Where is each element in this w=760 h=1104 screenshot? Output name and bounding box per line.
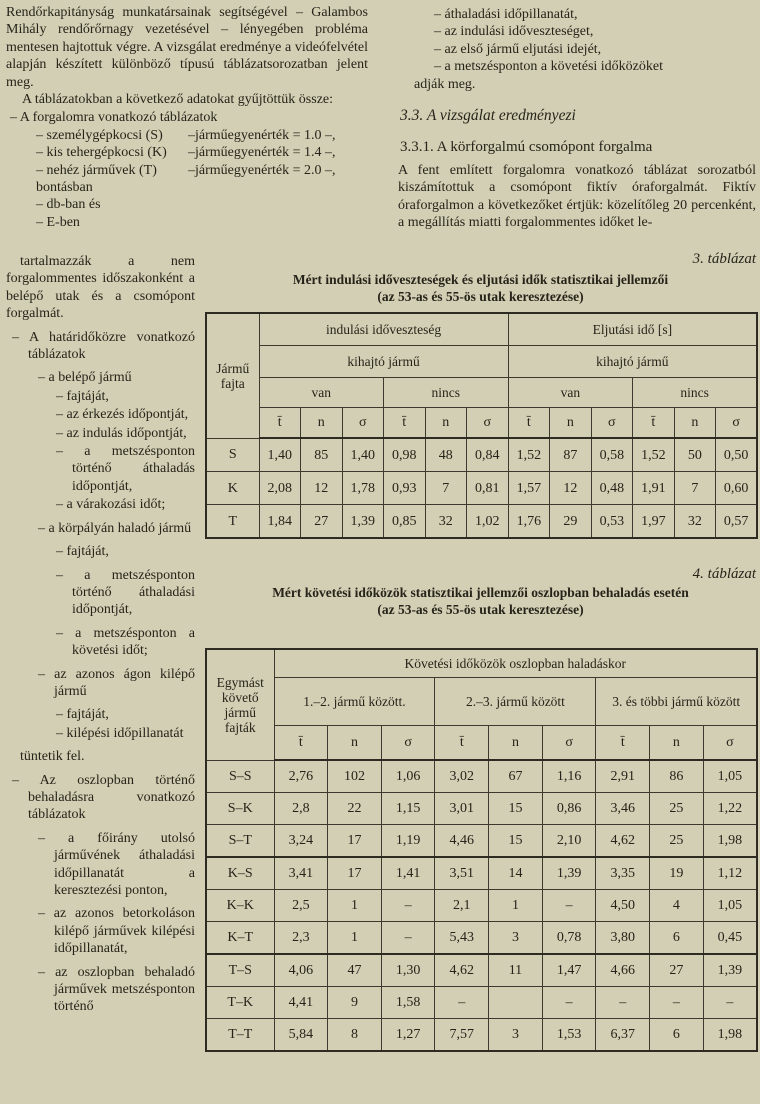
list-item: – A forgalomra vonatkozó táblázatok [10, 110, 218, 126]
table-cell: 3 [489, 1019, 543, 1052]
table-cell: 1,40 [259, 438, 301, 472]
table-cell: 7 [674, 472, 716, 505]
table-cell: 17 [328, 857, 382, 890]
list-item: tartalmazzák a nem forgalommentes időszakonként a belépő utak és a csomópont forgalmát. [6, 254, 195, 322]
table-cell: – [381, 890, 435, 922]
table-cell: 1 [489, 890, 543, 922]
column-header: Jármű fajta [206, 313, 259, 438]
table-cell: 14 [489, 857, 543, 890]
table-3-title-line1: Mért indulási időveszteségek és eljutási idők statisztikai jellemzői [292, 272, 669, 287]
table-cell: 3,02 [435, 760, 489, 793]
table-cell: 1,05 [703, 760, 757, 793]
vehicle-equivalence-list [6, 127, 368, 179]
table-cell: 1,05 [703, 890, 757, 922]
table-cell: 1,52 [633, 438, 675, 472]
table-cell: 0,58 [591, 438, 633, 472]
table-cell: 0,48 [591, 472, 633, 505]
table-4-title-line1: Mért követési időközök statisztikai jellemzői oszlopban behaladás esetén [272, 585, 689, 600]
table-cell: 4,66 [596, 954, 650, 987]
table-cell: 1,39 [703, 954, 757, 987]
detail-list [6, 252, 195, 1016]
list-item: – a metszésponton történő áthaladás időpontját, [56, 444, 195, 494]
table-cell: 2,91 [596, 760, 650, 793]
list-item: – az érkezés időpontját, [56, 407, 189, 423]
column-header: n [425, 408, 467, 439]
column-header: t̄ [596, 726, 650, 761]
vehicle-type-label: – személygépkocsi (S) [36, 127, 163, 143]
table-cell: 7 [425, 472, 467, 505]
list-item: – az azonos betorkoláson kilépő járművek kilépési időpillanatát, [38, 906, 195, 957]
table-cell: 2,1 [435, 890, 489, 922]
subsection-heading: 3.3.1. A körforgalmú csomópont forgalma [400, 139, 653, 156]
table-cell: 15 [489, 793, 543, 825]
column-header: t̄ [259, 408, 301, 439]
column-header: σ [591, 408, 633, 439]
row-label: K [206, 472, 259, 505]
list-item: – kilépési időpillanatát [56, 725, 184, 741]
table-cell: – [596, 987, 650, 1019]
list-item [6, 144, 368, 161]
table-cell: 4,62 [596, 825, 650, 858]
table-cell: 27 [650, 954, 704, 987]
row-label: T [206, 505, 259, 539]
list-item: – fajtáját, [56, 707, 109, 723]
table-row [206, 505, 757, 539]
list-item: – E-ben [36, 214, 80, 230]
table-cell: 2,8 [274, 793, 328, 825]
table-cell: 1,57 [508, 472, 550, 505]
column-header: Egymást követő jármű fajták [206, 649, 274, 760]
table-cell: 1 [328, 890, 382, 922]
table-row [206, 1019, 757, 1052]
column-header: σ [467, 408, 509, 439]
table-row [206, 987, 757, 1019]
table-cell [489, 987, 543, 1019]
column-header: van [508, 378, 633, 408]
table-cell: 7,57 [435, 1019, 489, 1052]
row-label: T–K [206, 987, 274, 1019]
column-header: σ [703, 726, 757, 761]
table-cell: 3,01 [435, 793, 489, 825]
paragraph: Rendőrkapitányság munkatársainak segítségével – Galambos Mihály rendőrőrnagy vezetésével – lényegében probléma mentesen hajtottuk végre. A vizsgálat eredménye a videófelvétel alapján készített különböző típusú táblázatsorozatban jelent meg. [6, 5, 368, 90]
list-item: – a körpályán haladó jármű [38, 520, 192, 536]
table-cell: 1,52 [508, 438, 550, 472]
column-header: nincs [384, 378, 509, 408]
column-header: t̄ [384, 408, 426, 439]
table-cell: 4,46 [435, 825, 489, 858]
table-cell: – [381, 922, 435, 955]
table-4-caption: 4. táblázat [692, 566, 756, 582]
column-header: Eljutási idő [s] [508, 313, 757, 346]
table-3 [205, 312, 758, 539]
table-cell: 102 [328, 760, 382, 793]
table-cell: 19 [650, 857, 704, 890]
paragraph: A fent említett forgalomra vonatkozó táblázat sorozatból kiszámítottuk a csomópont fiktív óraforgalmát. Fiktív óraforgalmon a következőket értjük: közelítőleg 20 percenként, a megállítás miatti forgalommentes időket le- [398, 162, 756, 231]
header-row [206, 346, 757, 378]
table-cell: 6,37 [596, 1019, 650, 1052]
table-cell: 4,41 [274, 987, 328, 1019]
table-cell: 3 [489, 922, 543, 955]
table-cell: 1,98 [703, 1019, 757, 1052]
table-row [206, 922, 757, 955]
row-label: S–T [206, 825, 274, 858]
table-cell: 4,06 [274, 954, 328, 987]
column-header: van [259, 378, 384, 408]
table-cell: 3,24 [274, 825, 328, 858]
table-cell: 22 [328, 793, 382, 825]
table-cell: 6 [650, 922, 704, 955]
table-cell: 32 [425, 505, 467, 539]
column-header: t̄ [508, 408, 550, 439]
table-cell: 1,98 [703, 825, 757, 858]
list-item: bontásban [36, 180, 93, 196]
list-item: – db-ban és [36, 197, 101, 213]
header-row [206, 678, 757, 726]
table-4 [205, 648, 758, 1052]
list-closing: adják meg. [414, 76, 476, 92]
table-cell: 1,84 [259, 505, 301, 539]
table-cell: 4 [650, 890, 704, 922]
table-cell: 1,97 [633, 505, 675, 539]
table-cell: – [650, 987, 704, 1019]
vehicle-type-label: – nehéz járművek (T) [36, 162, 157, 178]
table-row [206, 890, 757, 922]
header-row [206, 726, 757, 761]
row-label: S–S [206, 760, 274, 793]
table-cell: 1,78 [342, 472, 384, 505]
table-3-title [205, 272, 756, 305]
table-cell: 8 [328, 1019, 382, 1052]
table-4-title-line2: (az 53-as és 55-ös utak keresztezése) [377, 601, 584, 617]
table-cell: 25 [650, 825, 704, 858]
table-row [206, 760, 757, 793]
row-label: S [206, 438, 259, 472]
table-cell: 0,93 [384, 472, 426, 505]
header-row [206, 649, 757, 678]
column-header: σ [342, 408, 384, 439]
table-cell: 50 [674, 438, 716, 472]
column-header: n [550, 408, 592, 439]
list-item: – a főirány utolsó járművének áthaladási időpillanatát a keresztezési ponton, [38, 830, 195, 898]
list-item: – az oszlopban behaladó járművek metszésponton történő [38, 964, 195, 1015]
right-column-top [398, 6, 756, 231]
row-label: T–S [206, 954, 274, 987]
table-cell: 17 [328, 825, 382, 858]
column-header: kihajtó jármű [508, 346, 757, 378]
table-row [206, 954, 757, 987]
column-header: kihajtó jármű [259, 346, 508, 378]
table-cell: 4,50 [596, 890, 650, 922]
header-row [206, 378, 757, 408]
table-cell: 0,98 [384, 438, 426, 472]
table-cell: 2,10 [542, 825, 596, 858]
list-item: – Az oszlopban történő behaladásra vonatkozó táblázatok [12, 772, 195, 823]
table-cell: 0,50 [716, 438, 758, 472]
table-cell: 27 [301, 505, 343, 539]
table-cell: 1,58 [381, 987, 435, 1019]
table-cell: 1,02 [467, 505, 509, 539]
column-header: n [650, 726, 704, 761]
table-3-title-line2: (az 53-as és 55-ös utak keresztezése) [377, 288, 584, 304]
table-cell: 25 [650, 793, 704, 825]
header-row [206, 313, 757, 346]
row-label: T–T [206, 1019, 274, 1052]
table-cell: 3,35 [596, 857, 650, 890]
column-header: σ [542, 726, 596, 761]
vehicle-equivalence-value: –járműegyenérték = 1.0 –, [188, 127, 336, 143]
column-header: Követési időközök oszlopban haladáskor [274, 649, 757, 678]
column-header: 3. és többi jármű között [596, 678, 757, 726]
list-item: tüntetik fel. [20, 749, 85, 765]
table-cell: 0,84 [467, 438, 509, 472]
table-cell: 0,57 [716, 505, 758, 539]
table-cell: 1 [328, 922, 382, 955]
row-label: K–S [206, 857, 274, 890]
table-cell: 29 [550, 505, 592, 539]
table-cell: 4,62 [435, 954, 489, 987]
header-row [206, 408, 757, 439]
section-heading: 3.3. A vizsgálat eredményezi [400, 107, 576, 125]
table-cell: 1,41 [381, 857, 435, 890]
column-header: t̄ [633, 408, 675, 439]
column-header: σ [381, 726, 435, 761]
table-cell: 87 [550, 438, 592, 472]
unit-list [6, 196, 368, 231]
table-cell: 9 [328, 987, 382, 1019]
table-row [206, 438, 757, 472]
column-header: 2.–3. jármű között [435, 678, 596, 726]
column-header: n [489, 726, 543, 761]
list-item: – fajtáját, [56, 388, 109, 404]
list-item: – a metszésponton a követési időt; [56, 625, 195, 659]
table-cell: 1,06 [381, 760, 435, 793]
table-cell: 1,53 [542, 1019, 596, 1052]
list-item: – fajtáját, [56, 544, 109, 560]
table-cell: 2,5 [274, 890, 328, 922]
column-header: indulási időveszteség [259, 313, 508, 346]
table-cell: 48 [425, 438, 467, 472]
table-cell: 1,47 [542, 954, 596, 987]
table-cell: 0,53 [591, 505, 633, 539]
table-cell: – [542, 987, 596, 1019]
table-cell: 0,81 [467, 472, 509, 505]
table-row [206, 857, 757, 890]
list-item: – az első jármű eljutási idejét, [434, 41, 602, 57]
table-cell: 11 [489, 954, 543, 987]
table-cell: 1,40 [342, 438, 384, 472]
left-column-top [6, 4, 368, 231]
list-item: – az azonos ágon kilépő jármű [38, 666, 195, 699]
table-cell: 12 [301, 472, 343, 505]
table-row [206, 793, 757, 825]
table-cell: 32 [674, 505, 716, 539]
table-cell: 1,19 [381, 825, 435, 858]
column-header: n [674, 408, 716, 439]
table-cell: 12 [550, 472, 592, 505]
table-cell: 1,16 [542, 760, 596, 793]
column-header: nincs [633, 378, 758, 408]
table-cell: 1,39 [342, 505, 384, 539]
table-cell: 1,30 [381, 954, 435, 987]
column-header: t̄ [435, 726, 489, 761]
row-label: K–K [206, 890, 274, 922]
column-header: 1.–2. jármű között. [274, 678, 435, 726]
table-cell: 85 [301, 438, 343, 472]
table-cell: 0,78 [542, 922, 596, 955]
vehicle-equivalence-value: –járműegyenérték = 2.0 –, [188, 162, 336, 178]
column-header: t̄ [274, 726, 328, 761]
table-4-title [205, 585, 756, 618]
table-cell: 0,45 [703, 922, 757, 955]
table-cell: 3,80 [596, 922, 650, 955]
table-cell: 1,27 [381, 1019, 435, 1052]
table-cell: 2,3 [274, 922, 328, 955]
list-item: – a metszésponton történő áthaladási időpontját, [56, 567, 195, 618]
list-item [6, 162, 368, 179]
table-row [206, 825, 757, 858]
vehicle-equivalence-value: –járműegyenérték = 1.4 –, [188, 145, 336, 161]
table-cell: 67 [489, 760, 543, 793]
table-cell: 3,51 [435, 857, 489, 890]
list-item: – a várakozási időt; [56, 497, 166, 513]
table-cell: 15 [489, 825, 543, 858]
table-cell: 0,60 [716, 472, 758, 505]
table-3-caption: 3. táblázat [692, 251, 756, 267]
list-item: – a metszésponton a követési időközöket [434, 59, 663, 75]
column-header: n [301, 408, 343, 439]
list-item [6, 127, 368, 144]
table-cell: – [435, 987, 489, 1019]
row-label: K–T [206, 922, 274, 955]
table-cell: 1,22 [703, 793, 757, 825]
list-item: – az indulás időpontját, [56, 425, 187, 441]
table-cell: 6 [650, 1019, 704, 1052]
list-item: – a belépő jármű [38, 370, 132, 386]
table-cell: 86 [650, 760, 704, 793]
bullet-list [398, 6, 756, 76]
table-cell: – [703, 987, 757, 1019]
column-header: σ [716, 408, 758, 439]
paragraph: A táblázatokban a következő adatokat gyűjtöttük össze: [22, 92, 334, 108]
table-cell: 0,85 [384, 505, 426, 539]
list-item: – A határidőközre vonatkozó táblázatok [12, 329, 195, 363]
vehicle-type-label: – kis tehergépkocsi (K) [36, 145, 167, 161]
table-cell: – [542, 890, 596, 922]
list-item: – áthaladási időpillanatát, [434, 7, 578, 22]
list-item: – az indulási időveszteséget, [434, 24, 594, 40]
table-cell: 47 [328, 954, 382, 987]
table-row [206, 472, 757, 505]
table-cell: 1,76 [508, 505, 550, 539]
table-cell: 0,86 [542, 793, 596, 825]
table-cell: 2,76 [274, 760, 328, 793]
table-cell: 3,41 [274, 857, 328, 890]
table-cell: 1,91 [633, 472, 675, 505]
row-label: S–K [206, 793, 274, 825]
table-cell: 3,46 [596, 793, 650, 825]
table-cell: 5,84 [274, 1019, 328, 1052]
table-cell: 5,43 [435, 922, 489, 955]
table-cell: 2,08 [259, 472, 301, 505]
table-cell: 1,15 [381, 793, 435, 825]
table-cell: 1,12 [703, 857, 757, 890]
column-header: n [328, 726, 382, 761]
table-cell: 1,39 [542, 857, 596, 890]
